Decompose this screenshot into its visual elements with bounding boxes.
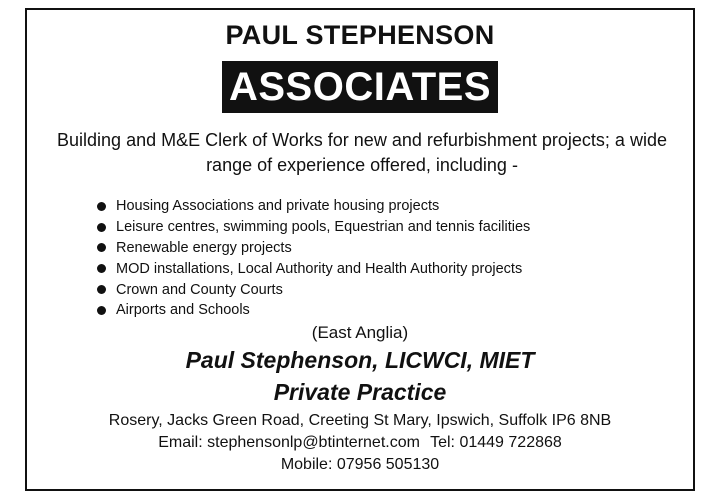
company-title: PAUL STEPHENSON xyxy=(225,20,495,50)
banner-wrapper xyxy=(27,61,693,113)
mobile-label: Mobile: xyxy=(280,456,333,473)
service-label: Renewable energy projects xyxy=(116,239,292,256)
mobile-line xyxy=(27,454,693,476)
region-label: (East Anglia) xyxy=(311,323,409,342)
bullet-icon xyxy=(97,264,106,273)
address-line: Rosery, Jacks Green Road, Creeting St Mary, Ipswich, Suffolk IP6 8NB xyxy=(108,412,612,429)
tel-value: 01449 722868 xyxy=(459,434,562,451)
tel-label: Tel: xyxy=(430,434,455,451)
service-label: Crown and County Courts xyxy=(116,281,283,298)
contact-block xyxy=(27,410,693,476)
service-label: Leisure centres, swimming pools, Equestrian and tennis facilities xyxy=(116,219,531,236)
email-value: stephensonlp@btinternet.com xyxy=(207,434,420,451)
bullet-icon xyxy=(97,306,106,315)
bullet-icon xyxy=(97,285,106,294)
list-item xyxy=(97,217,530,238)
email-tel-line xyxy=(27,432,693,454)
services-list xyxy=(97,196,530,321)
email-label: Email: xyxy=(158,434,203,451)
practice-label: Private Practice xyxy=(273,379,447,405)
list-item xyxy=(97,279,530,300)
practitioner-name: Paul Stephenson, LICWCI, MIET xyxy=(185,347,535,373)
service-label: MOD installations, Local Authority and Health Authority projects xyxy=(116,260,523,277)
list-item xyxy=(97,238,530,259)
mobile-value: 07956 505130 xyxy=(336,456,440,473)
list-item xyxy=(97,196,530,217)
intro-text: Building and M&E Clerk of Works for new and refurbishment projects; a wide range of experience offered, including - xyxy=(57,130,667,175)
advertisement-box xyxy=(25,8,695,491)
list-item xyxy=(97,258,530,279)
bullet-icon xyxy=(97,223,106,232)
service-label: Housing Associations and private housing projects xyxy=(116,198,440,215)
service-label: Airports and Schools xyxy=(116,302,250,319)
bullet-icon xyxy=(97,202,106,211)
bullet-icon xyxy=(97,243,106,252)
list-item xyxy=(97,300,530,321)
associates-banner: ASSOCIATES xyxy=(222,61,498,113)
